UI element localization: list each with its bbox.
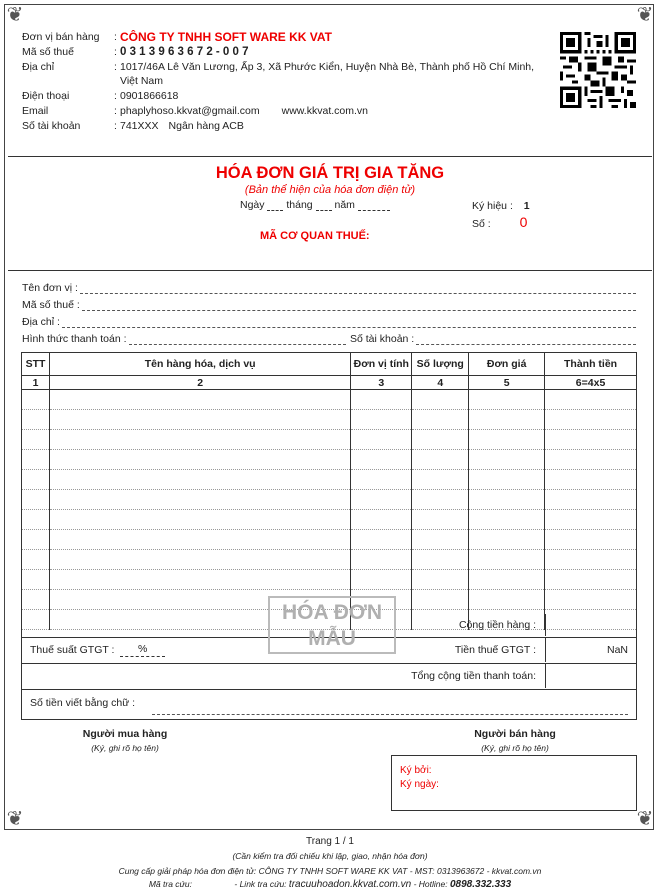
buyer-address-label: Địa chỉ :	[22, 316, 60, 328]
buyer-address-field[interactable]	[62, 317, 636, 328]
corner-ornament-icon: ❦	[6, 808, 24, 830]
table-cell	[351, 510, 412, 530]
symbol-value: 1	[523, 200, 530, 212]
table-cell	[22, 530, 50, 550]
invoice-subtitle: (Bản thể hiện của hóa đơn điện tử)	[244, 184, 416, 196]
table-cell	[469, 390, 545, 410]
invoice-title: HÓA ĐƠN GIÁ TRỊ GIA TĂNG	[215, 164, 445, 182]
table-cell	[545, 510, 637, 530]
table-cell	[49, 550, 350, 570]
col-number: 4	[412, 376, 469, 390]
table-cell	[22, 390, 50, 410]
symbol-label: Ký hiệu :	[472, 200, 513, 212]
col-number: 2	[49, 376, 350, 390]
table-cell	[351, 450, 412, 470]
page-number: Trang 1 / 1	[306, 836, 354, 847]
buyer-account-field[interactable]	[416, 334, 636, 345]
table-cell	[22, 590, 50, 610]
watermark-line: MẪU	[308, 627, 356, 650]
table-cell	[49, 430, 350, 450]
table-row	[22, 550, 637, 570]
table-row	[22, 450, 637, 470]
table-cell	[49, 510, 350, 530]
vat-amount-label: Tiền thuế GTGT :	[454, 644, 536, 656]
col-header: STT	[22, 353, 50, 376]
col-number: 5	[469, 376, 545, 390]
table-cell	[49, 470, 350, 490]
seller-website: www.kkvat.com.vn	[281, 105, 368, 117]
table-cell	[545, 490, 637, 510]
seller-bank: Ngân hàng ACB	[168, 120, 244, 132]
table-cell	[412, 450, 469, 470]
table-cell	[545, 390, 637, 410]
month-field	[316, 210, 332, 211]
subtotal-label: Cộng tiền hàng :	[458, 619, 536, 631]
footer-provider: Cung cấp giải pháp hóa đơn điện tử: CÔNG TY TNHH SOFT WARE KK VAT - MST: 0313963672 - kkvat.com.vn	[118, 866, 542, 876]
table-cell	[545, 430, 637, 450]
total-row	[21, 664, 637, 690]
seller-account-label: Số tài khoản	[22, 120, 81, 132]
table-cell	[49, 530, 350, 550]
buyer-unit-row	[22, 282, 636, 294]
table-cell	[412, 570, 469, 590]
sample-watermark	[268, 596, 396, 654]
buyer-signature	[40, 728, 210, 753]
seller-account: 741XXX	[120, 120, 159, 132]
watermark-line: HÓA ĐƠN	[282, 601, 382, 624]
hotline-value: 0898.332.333	[449, 879, 512, 890]
table-cell	[22, 490, 50, 510]
month-label: tháng	[286, 199, 313, 211]
seller-info: Đơn vị bán hàng : CÔNG TY TNHH SOFT WARE KK VAT Mã số thuế : 0 3 1 3 9 6 3 6 7 2 - 0 0 7 Địa chỉ : 1017/46A Lê Văn Lương, Ấp 3, Xã Phước Kiển, Huyện Nhà Bè, Thành phố Hồ Chí Minh, Việt Nam Điện thoại : 0901866618 Email : phaplyhoso.kkvat@gmail.com www.kkvat.com.vn Số tài khoản : 741XXX Ngân hàng ACB	[22, 30, 542, 134]
corner-ornament-icon: ❦	[636, 4, 654, 26]
seller-name: CÔNG TY TNHH SOFT WARE KK VAT	[120, 30, 332, 44]
buyer-payment-row	[22, 333, 346, 345]
signed-by-label: Ký bởi:	[400, 765, 432, 776]
table-cell	[545, 550, 637, 570]
table-cell	[412, 510, 469, 530]
seller-address: 1017/46A Lê Văn Lương, Ấp 3, Xã Phước Kiển, Huyện Nhà Bè, Thành phố Hồ Chí Minh, Việt Nam	[120, 61, 535, 87]
col-number: 1	[22, 376, 50, 390]
seller-tax-code: 0 3 1 3 9 6 3 6 7 2 - 0 0 7	[120, 46, 249, 58]
table-cell	[469, 570, 545, 590]
buyer-tax-row	[22, 299, 636, 311]
seller-address-label: Địa chỉ	[22, 61, 55, 73]
col-header: Thành tiền	[545, 353, 637, 376]
table-cell	[22, 430, 50, 450]
table-cell	[412, 590, 469, 610]
seller-name-label: Đơn vị bán hàng	[22, 31, 100, 43]
day-field	[267, 210, 283, 211]
table-row	[22, 390, 637, 410]
table-row	[22, 510, 637, 530]
buyer-tax-label: Mã số thuế :	[22, 299, 80, 311]
table-cell	[351, 550, 412, 570]
table-cell	[22, 410, 50, 430]
signed-date-label: Ký ngày:	[400, 779, 439, 790]
buyer-tax-field[interactable]	[82, 300, 636, 311]
table-cell	[412, 410, 469, 430]
corner-ornament-icon: ❦	[636, 808, 654, 830]
footer-lookup	[0, 879, 660, 890]
vat-amount-value: NaN	[606, 644, 628, 656]
table-cell	[412, 470, 469, 490]
col-header: Đơn vị tính	[351, 353, 412, 376]
table-cell	[22, 550, 50, 570]
col-header: Tên hàng hóa, dịch vụ	[49, 353, 350, 376]
seller-phone: 0901866618	[120, 90, 179, 102]
col-number: 6=4x5	[545, 376, 637, 390]
digital-signature-box	[391, 755, 637, 811]
buyer-address-row	[22, 316, 636, 328]
link-label: - Link tra cứu:	[234, 879, 287, 889]
table-cell	[412, 390, 469, 410]
invoice-symbol	[472, 200, 530, 212]
table-cell	[545, 410, 637, 430]
buyer-account-row	[350, 333, 636, 345]
table-cell	[469, 590, 545, 610]
buyer-sign-note: (Ký, ghi rõ họ tên)	[91, 743, 159, 753]
seller-sign-note: (Ký, ghi rõ họ tên)	[481, 743, 549, 753]
buyer-account-label: Số tài khoản :	[350, 333, 415, 345]
table-cell	[412, 530, 469, 550]
amount-in-words-row	[21, 690, 637, 720]
total-label: Tổng cộng tiền thanh toán:	[411, 670, 536, 682]
table-cell	[412, 490, 469, 510]
col-header: Đơn giá	[469, 353, 545, 376]
table-cell	[469, 410, 545, 430]
table-cell	[49, 490, 350, 510]
buyer-unit-label: Tên đơn vị :	[22, 282, 78, 294]
qr-code-icon	[560, 32, 636, 108]
table-cell	[351, 570, 412, 590]
table-cell	[412, 550, 469, 570]
table-header-row	[22, 353, 637, 376]
table-cell	[545, 530, 637, 550]
table-cell	[412, 430, 469, 450]
number-value: 0	[519, 214, 528, 230]
table-row	[22, 570, 637, 590]
table-cell	[469, 470, 545, 490]
seller-email-label: Email	[22, 105, 49, 117]
table-cell	[469, 430, 545, 450]
number-label: Số :	[472, 218, 491, 230]
seller-tax-label: Mã số thuế	[22, 46, 74, 58]
table-cell	[22, 570, 50, 590]
table-cell	[469, 510, 545, 530]
tax-authority-code: MÃ CƠ QUAN THUẾ:	[260, 230, 370, 242]
table-cell	[351, 470, 412, 490]
table-cell	[49, 570, 350, 590]
table-row	[22, 490, 637, 510]
table-cell	[351, 430, 412, 450]
table-cell	[22, 450, 50, 470]
table-cell	[469, 450, 545, 470]
table-cell	[351, 390, 412, 410]
year-label: năm	[334, 199, 355, 211]
table-row	[22, 470, 637, 490]
table-row	[22, 410, 637, 430]
column-number-row	[22, 376, 637, 390]
buyer-unit-field[interactable]	[80, 283, 636, 294]
seller-phone-label: Điện thoại	[22, 90, 70, 102]
table-row	[22, 430, 637, 450]
table-cell	[469, 550, 545, 570]
table-cell	[545, 470, 637, 490]
table-cell	[49, 390, 350, 410]
hotline-label: - Hotline:	[413, 879, 448, 889]
day-label: Ngày	[240, 199, 265, 211]
table-cell	[469, 490, 545, 510]
vat-rate-label: Thuế suất GTGT :	[30, 644, 115, 656]
table-row	[22, 530, 637, 550]
table-cell	[22, 510, 50, 530]
header-divider	[8, 156, 652, 157]
items-table	[21, 352, 637, 630]
table-cell	[351, 490, 412, 510]
col-number: 3	[351, 376, 412, 390]
title-divider	[8, 270, 652, 271]
seller-email: phaplyhoso.kkvat@gmail.com	[120, 105, 260, 117]
table-cell	[22, 470, 50, 490]
buyer-payment-field[interactable]	[129, 334, 346, 345]
table-cell	[545, 570, 637, 590]
invoice-date	[240, 199, 390, 211]
vat-rate-unit: %	[138, 643, 148, 655]
col-header: Số lượng	[412, 353, 469, 376]
table-cell	[351, 530, 412, 550]
words-label: Số tiền viết bằng chữ :	[30, 697, 136, 709]
table-cell	[545, 450, 637, 470]
corner-ornament-icon: ❦	[6, 4, 24, 26]
table-cell	[545, 590, 637, 610]
invoice-number	[472, 214, 527, 230]
buyer-payment-label: Hình thức thanh toán :	[22, 333, 127, 345]
buyer-sign-title: Người mua hàng	[82, 728, 168, 740]
year-field	[358, 210, 390, 211]
seller-sign-title: Người bán hàng	[474, 728, 556, 740]
table-cell	[49, 450, 350, 470]
table-cell	[49, 410, 350, 430]
table-cell	[351, 410, 412, 430]
table-cell	[469, 530, 545, 550]
lookup-label: Mã tra cứu:	[148, 879, 193, 889]
footer-note: (Cần kiểm tra đối chiếu khi lập, giao, nhận hóa đơn)	[232, 851, 428, 861]
seller-signature	[430, 728, 600, 753]
lookup-link[interactable]: tracuuhoadon.kkvat.com.vn	[288, 879, 412, 890]
